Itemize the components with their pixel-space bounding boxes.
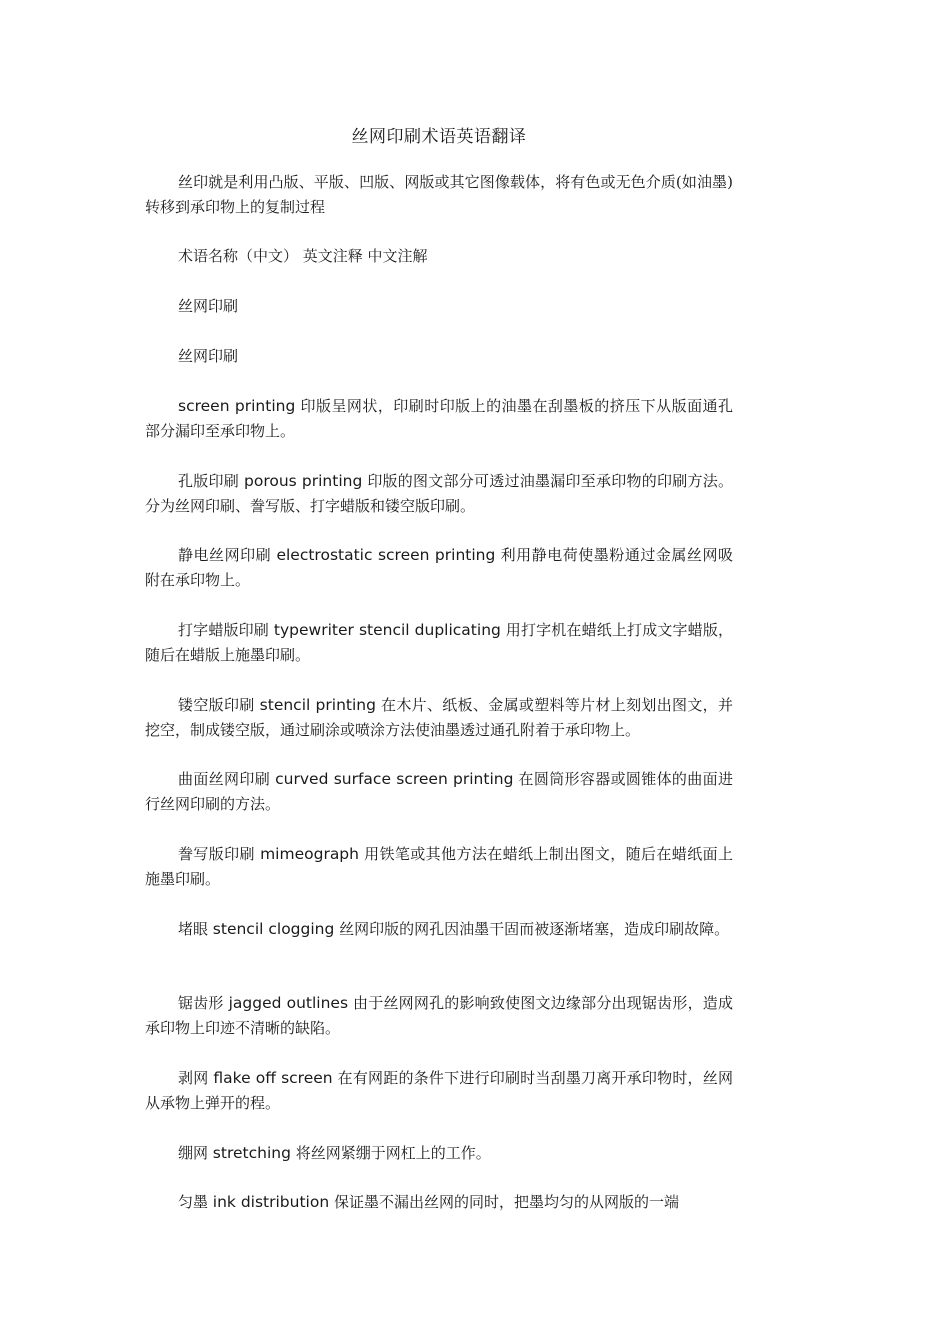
term-description: 由于丝网网孔的影响致使图文边缘部分出现锯齿形，造成承印物上印迹不清晰的缺陷。 bbox=[145, 994, 733, 1037]
term-chinese: 孔版印刷 bbox=[178, 472, 239, 490]
term-english: flake off screen bbox=[213, 1069, 333, 1087]
term-description: 用打字机在蜡纸上打成文字蜡版，随后在蜡版上施墨印刷。 bbox=[145, 621, 733, 664]
term-english: mimeograph bbox=[260, 845, 359, 863]
term-english: jagged outlines bbox=[228, 994, 349, 1012]
term-chinese: 打字蜡版印刷 bbox=[178, 621, 269, 639]
section-line: 丝网印刷 bbox=[178, 297, 239, 315]
term-chinese: 曲面丝网印刷 bbox=[178, 770, 271, 788]
term-entry bbox=[145, 469, 733, 519]
term-entry bbox=[145, 394, 733, 444]
term-description: 印版呈网状，印刷时印版上的油墨在刮墨板的挤压下从版面通孔部分漏印至承印物上。 bbox=[145, 397, 733, 440]
term-chinese: 匀墨 bbox=[178, 1193, 209, 1211]
term-entry bbox=[145, 1141, 733, 1166]
term-description: 在圆筒形容器或圆锥体的曲面进行丝网印刷的方法。 bbox=[145, 770, 733, 813]
term-description: 利用静电荷使墨粉通过金属丝网吸附在承印物上。 bbox=[145, 546, 733, 589]
term-english: electrostatic screen printing bbox=[276, 546, 496, 564]
term-description: 保证墨不漏出丝网的同时，把墨均匀的从网版的一端 bbox=[333, 1193, 679, 1211]
term-english: porous printing bbox=[244, 472, 363, 490]
term-english: curved surface screen printing bbox=[275, 770, 514, 788]
term-english: stencil printing bbox=[259, 696, 376, 714]
term-description: 印版的图文部分可透过油墨漏印至承印物的印刷方法。分为丝网印刷、誊写版、打字蜡版和镂空版印刷。 bbox=[145, 472, 733, 515]
term-entry bbox=[145, 767, 733, 817]
term-entry bbox=[145, 1066, 733, 1116]
term-entry bbox=[145, 693, 733, 743]
term-entry bbox=[145, 543, 733, 593]
term-chinese: 镂空版印刷 bbox=[178, 696, 255, 714]
document-title: 丝网印刷术语英语翻译 bbox=[351, 127, 527, 147]
intro-paragraph: 丝印就是利用凸版、平版、凹版、网版或其它图像载体，将有色或无色介质(如油墨)转移到承印物上的复制过程 bbox=[145, 173, 733, 216]
term-entry bbox=[145, 618, 733, 668]
term-english: ink distribution bbox=[212, 1193, 330, 1211]
section-line: 丝网印刷 bbox=[178, 347, 239, 365]
term-entry bbox=[145, 842, 733, 892]
term-english: typewriter stencil duplicating bbox=[273, 621, 501, 639]
term-chinese: 堵眼 bbox=[178, 920, 209, 938]
header-row: 术语名称（中文） 英文注释 中文注解 bbox=[178, 247, 428, 265]
term-description: 丝网印版的网孔因油墨干固而被逐渐堵塞，造成印刷故障。 bbox=[339, 920, 730, 938]
term-description: 在有网距的条件下进行印刷时当刮墨刀离开承印物时，丝网从承物上弹开的程。 bbox=[145, 1069, 733, 1112]
term-chinese: 剥网 bbox=[178, 1069, 209, 1087]
term-entry bbox=[145, 917, 733, 942]
term-chinese: 静电丝网印刷 bbox=[178, 546, 272, 564]
term-entry bbox=[145, 991, 733, 1041]
term-english: screen printing bbox=[178, 397, 296, 415]
term-chinese: 绷网 bbox=[178, 1144, 209, 1162]
term-description: 将丝网紧绷于网杠上的工作。 bbox=[295, 1144, 491, 1162]
term-english: stencil clogging bbox=[212, 920, 335, 938]
term-chinese: 锯齿形 bbox=[178, 994, 224, 1012]
term-english: stretching bbox=[212, 1144, 291, 1162]
term-chinese: 誊写版印刷 bbox=[178, 845, 255, 863]
term-description: 在木片、纸板、金属或塑料等片材上刻划出图文，并挖空，制成镂空版，通过刷涂或喷涂方法使油墨透过通孔附着于承印物上。 bbox=[145, 696, 733, 739]
term-description: 用铁笔或其他方法在蜡纸上制出图文，随后在蜡纸面上施墨印刷。 bbox=[145, 845, 733, 888]
term-entry bbox=[145, 1190, 733, 1215]
